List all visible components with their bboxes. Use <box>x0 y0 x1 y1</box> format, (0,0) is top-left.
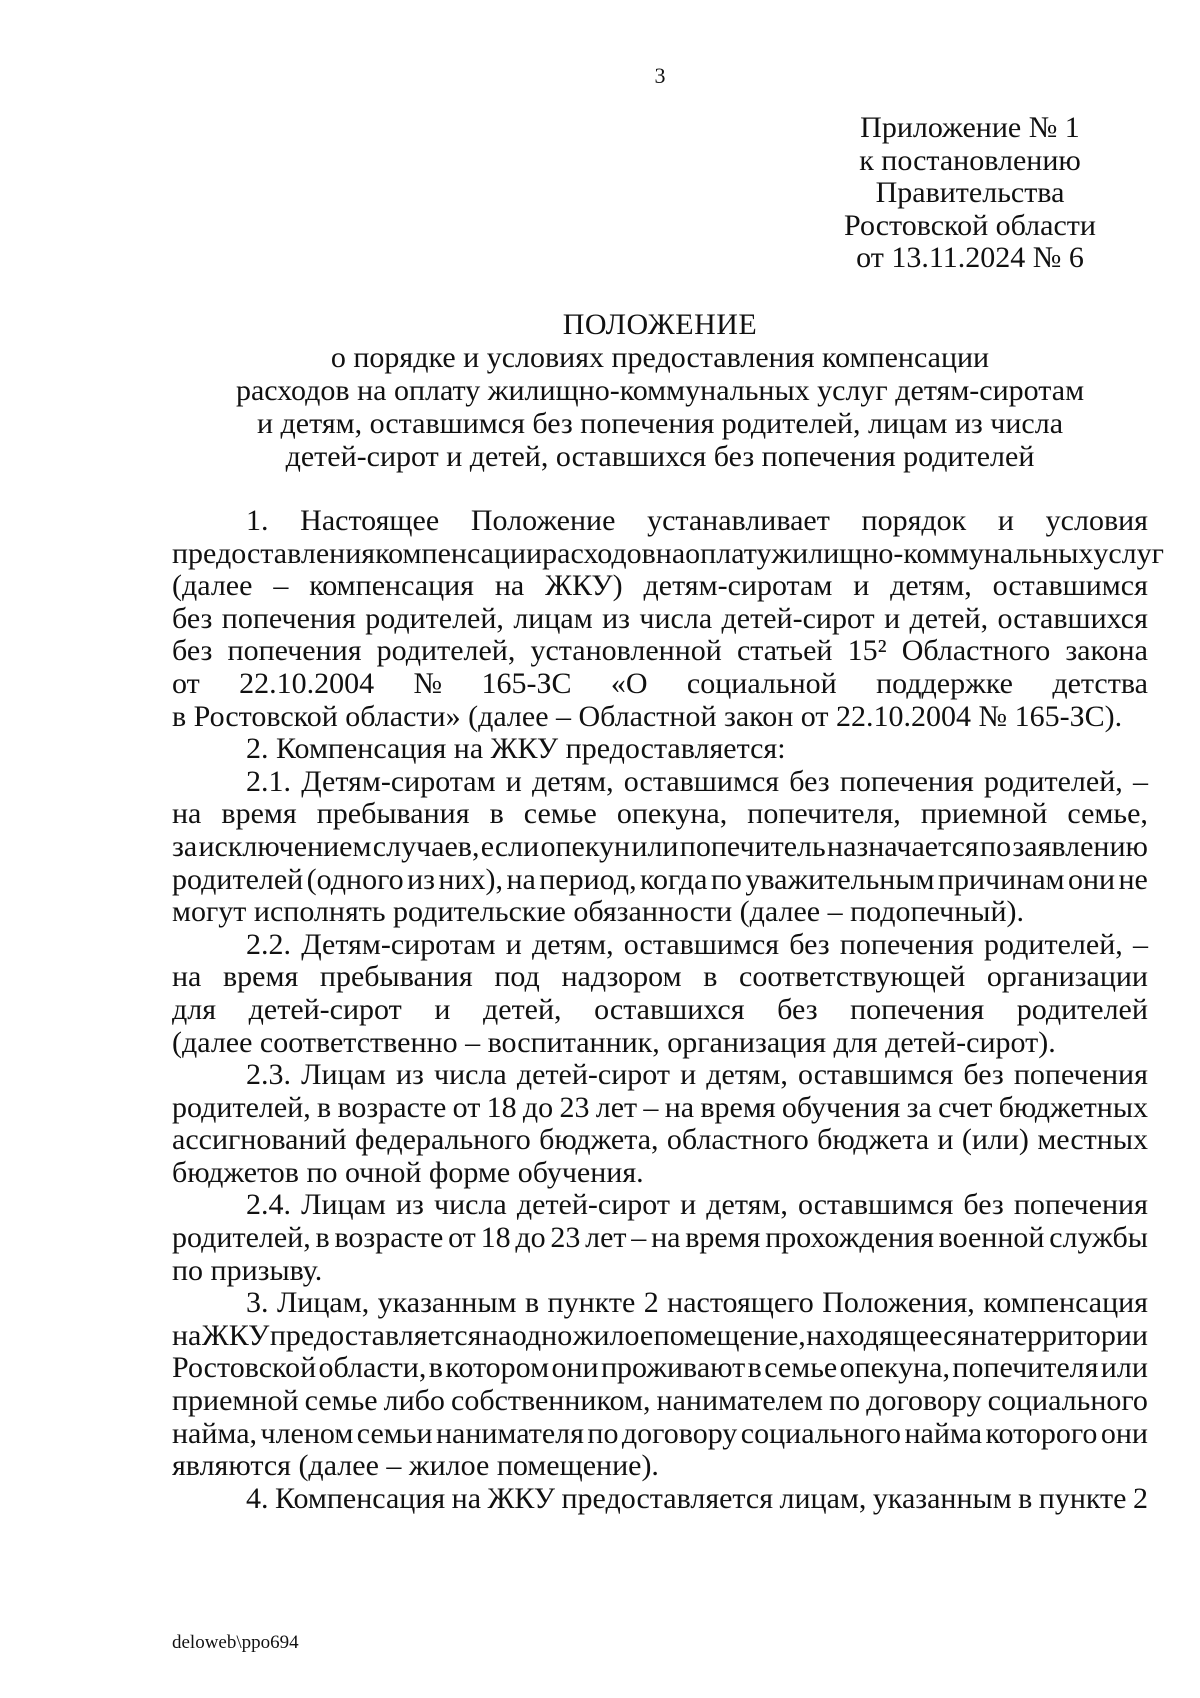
body-line <box>172 1352 1148 1385</box>
body-word: оставшимся <box>623 764 780 798</box>
body-word: оплату <box>685 536 772 570</box>
body-line: 2. Компенсация на ЖКУ предоставляется: <box>246 732 786 766</box>
body-word: проживают <box>600 1351 746 1385</box>
body-word: компенсация <box>983 1286 1148 1320</box>
body-word: 18 <box>486 1090 517 1124</box>
body-word: до <box>522 1090 554 1124</box>
body-word: попечения <box>850 992 985 1026</box>
body-line <box>172 505 1148 538</box>
body-word: на <box>506 862 536 896</box>
body-word: 2.2. <box>246 927 291 961</box>
body-word: исключением <box>198 829 372 863</box>
body-word: по <box>980 829 1012 863</box>
body-word: социальной <box>686 666 837 700</box>
body-word: – <box>631 1221 647 1255</box>
body-word: Ростовской <box>172 1351 317 1385</box>
body-word: федерального <box>355 1123 531 1157</box>
body-word: указанным <box>872 1481 1012 1515</box>
body-word: службы <box>1049 1221 1148 1255</box>
body-word: компенсации <box>375 536 543 570</box>
body-line <box>172 766 1148 799</box>
body-word: 23 <box>559 1090 590 1124</box>
body-word: семье, <box>1067 797 1148 831</box>
body-word: родителей <box>1016 992 1148 1026</box>
body-word: нанимателем <box>656 1384 824 1418</box>
body-line <box>172 1418 1148 1451</box>
body-word: социального <box>987 1384 1148 1418</box>
body-word: опекуна, <box>839 1351 950 1385</box>
body-word: Положение <box>470 504 616 537</box>
body-word: ЖКУ <box>201 1318 270 1352</box>
body-word: 22.10.2004 <box>239 666 375 700</box>
body-word: пребывания <box>319 960 473 994</box>
body-word: лицам, <box>779 1481 867 1515</box>
body-word: попечения <box>1013 1058 1148 1092</box>
body-word: предоставляется <box>269 1318 482 1352</box>
body-word: в <box>703 960 718 994</box>
body-word: на <box>664 1090 695 1124</box>
body-word: из <box>395 1058 424 1092</box>
body-word: числа <box>434 1188 507 1222</box>
body-word: находящееся <box>806 1318 971 1352</box>
body-word: детям, <box>706 1188 788 1222</box>
subtitle-line: и детям, оставшимся без попечения родителей, лицам из числа <box>256 407 1064 440</box>
body-word: 4. <box>246 1481 269 1515</box>
body-word: назначается <box>827 829 979 863</box>
body-word: прохождения <box>765 1221 934 1255</box>
body-word: без <box>963 1058 1004 1092</box>
body-word: организации <box>986 960 1148 994</box>
body-word: причинам <box>937 862 1065 896</box>
body-word: пункте <box>547 1286 636 1320</box>
appendix-block <box>800 112 1140 275</box>
body-word: 2.4. <box>246 1188 291 1222</box>
body-word: установленной <box>530 634 722 668</box>
body-word: родителей <box>172 862 304 896</box>
body-word: время <box>700 1090 776 1124</box>
body-word: Областного <box>901 634 1051 668</box>
body-line: по призыву. <box>172 1253 323 1287</box>
body-word: они <box>1067 862 1116 896</box>
body-line <box>172 536 1164 571</box>
body-word: без <box>172 601 213 635</box>
body-word: оставшихся <box>594 992 745 1026</box>
body-word: оставшимся <box>992 569 1148 603</box>
body-word: на <box>172 1318 202 1352</box>
body-word: возрасте <box>334 1221 444 1255</box>
body-word: «О <box>610 666 648 700</box>
appendix-line: Приложение № 1 <box>860 111 1080 144</box>
body-line <box>172 961 1148 994</box>
body-word: в <box>524 1286 540 1320</box>
appendix-line: Ростовской области <box>844 208 1096 242</box>
body-word: 2.1. <box>246 764 291 798</box>
body-word: детей-сирот <box>721 601 875 635</box>
body-word: расходов <box>542 536 656 570</box>
body-word: попечитель <box>679 829 826 863</box>
body-word: бюджетных <box>998 1090 1148 1124</box>
body-word: – <box>1132 927 1148 961</box>
body-word: – <box>1132 764 1148 798</box>
body-word: семьи <box>356 1416 433 1450</box>
body-word: военной <box>938 1221 1045 1255</box>
body-word: без <box>777 992 818 1026</box>
title-block <box>172 308 1148 473</box>
body-word: в <box>317 1090 332 1124</box>
body-word: 3. <box>246 1286 269 1320</box>
body-word: ассигнований <box>172 1123 347 1157</box>
body-word: устанавливает <box>647 504 830 537</box>
body-word: родителей, <box>984 764 1123 798</box>
body-word: приемной <box>172 1384 299 1418</box>
body-word: по <box>829 1384 861 1418</box>
body-word: пункте <box>1038 1481 1127 1515</box>
body-word: Лицам <box>301 1188 386 1222</box>
body-word: нанимателя <box>435 1416 584 1450</box>
body-word: за <box>172 829 198 863</box>
body-word: на <box>172 797 202 831</box>
body-word: на <box>655 536 686 570</box>
body-word: семье <box>523 797 597 831</box>
body-line <box>172 1092 1148 1125</box>
body-word: родителей, <box>376 634 516 668</box>
body-word: попечителя <box>952 1351 1099 1385</box>
body-word: на <box>481 1318 512 1352</box>
body-word: 2.3. <box>246 1058 291 1092</box>
body-line <box>172 1059 1148 1092</box>
body-word: 18 <box>480 1221 511 1255</box>
body-word: оставшимся <box>797 1188 954 1222</box>
body-word: счет <box>938 1090 993 1124</box>
body-word: на <box>172 960 202 994</box>
body-word: попечения <box>1013 1188 1148 1222</box>
body-word: время <box>223 960 299 994</box>
appendix-line: к постановлению <box>859 143 1081 177</box>
body-word: детей-сирот <box>516 1188 670 1222</box>
body-word: поддержке <box>876 666 1013 700</box>
body-line <box>172 1124 1148 1157</box>
body-word: или <box>1100 1351 1148 1385</box>
body-line <box>172 994 1148 1027</box>
body-word: из <box>395 1188 424 1222</box>
body-word: не <box>1118 862 1148 896</box>
body-word: бюджета <box>817 1123 930 1157</box>
body-word: родителей, <box>172 1221 311 1255</box>
body-word: областного <box>666 1123 809 1157</box>
body-word: пребывания <box>316 797 470 831</box>
body-word: если <box>480 829 540 863</box>
body-word: лет <box>595 1090 638 1124</box>
body-word: за <box>906 1090 932 1124</box>
body-word: без <box>789 764 830 798</box>
body-word: соответствующей <box>739 960 966 994</box>
body-word: из <box>407 862 435 896</box>
body-word: попечения <box>839 927 974 961</box>
body-word: случаев, <box>372 829 480 863</box>
appendix-line: Правительства <box>875 176 1065 209</box>
document-title: ПОЛОЖЕНИЕ <box>562 308 758 341</box>
body-word: лет <box>585 1221 627 1255</box>
body-line <box>172 668 1148 701</box>
body-word: попечителя, <box>747 797 901 831</box>
body-word: надзором <box>561 960 682 994</box>
body-word: в <box>1018 1481 1033 1515</box>
body-word: собственником, <box>451 1384 651 1418</box>
body-word: без <box>172 634 213 668</box>
body-word: семье <box>764 1351 838 1385</box>
body-word: когда <box>640 862 708 896</box>
body-word: в <box>315 1221 330 1255</box>
body-word: опекуна, <box>616 797 728 831</box>
body-word: закона <box>1065 634 1148 668</box>
body-word: услуг <box>1093 536 1164 570</box>
body-word: 1. <box>246 504 269 537</box>
body-word: 15² <box>847 634 887 668</box>
body-word: в <box>428 1351 443 1385</box>
body-word: 165-ЗС <box>481 666 572 700</box>
body-line <box>172 1287 1148 1320</box>
body-word: ЖКУ <box>487 1481 556 1515</box>
body-word: Настоящее <box>300 504 440 537</box>
body-line <box>172 831 1148 864</box>
body-word: время <box>221 797 297 831</box>
body-word: они <box>551 1351 599 1385</box>
body-word: местных <box>1037 1123 1148 1157</box>
body-word: заявлению <box>1012 829 1148 863</box>
body-word: помещение, <box>653 1318 806 1352</box>
body-word: Положения, <box>822 1286 975 1320</box>
body-line: бюджетов по очной форме обучения. <box>172 1155 644 1189</box>
body-word: детей-сирот <box>248 992 402 1026</box>
body-word: оставшимся <box>623 927 780 961</box>
body-word: бюджета, <box>539 1123 659 1157</box>
body-word: жилищно-коммунальных <box>771 536 1094 570</box>
body-word: на <box>451 1481 482 1515</box>
body-word: и <box>505 927 522 961</box>
body-word: лицам <box>513 601 593 635</box>
body-line <box>172 635 1148 668</box>
body-word: ЖКУ) <box>545 569 623 603</box>
body-word: Компенсация <box>274 1481 446 1515</box>
body-line <box>172 603 1148 636</box>
body-word: либо <box>383 1384 445 1418</box>
body-word: время <box>685 1221 761 1255</box>
body-word: договору <box>866 1384 982 1418</box>
body-word: детям-сиротам <box>643 569 833 603</box>
body-line: могут исполнять родительские обязанности (далее – подопечный). <box>172 895 1025 929</box>
body-word: № <box>413 666 443 700</box>
body-word: без <box>963 1188 1004 1222</box>
body-word: предоставляется <box>561 1481 774 1515</box>
body-word: от <box>452 1090 481 1124</box>
body-word: и <box>884 601 901 635</box>
body-word: возрасте <box>337 1090 447 1124</box>
body-word: на <box>651 1221 681 1255</box>
body-word: под <box>494 960 540 994</box>
body-word: от <box>172 666 200 700</box>
body-word: и <box>680 1058 697 1092</box>
body-word: договору <box>621 1416 738 1450</box>
body-word: и <box>937 1123 954 1157</box>
body-word: и <box>434 992 451 1026</box>
body-line: в Ростовской области» (далее – Областной закон от 22.10.2004 № 165-ЗС). <box>172 699 1123 733</box>
body-word: они <box>1100 1416 1148 1450</box>
body-word: настоящего <box>667 1286 814 1320</box>
body-line <box>172 1222 1148 1255</box>
body-word: (далее <box>172 569 253 603</box>
body-word: котором <box>445 1351 550 1385</box>
body-word: в <box>489 797 504 831</box>
body-word: одно <box>511 1318 573 1352</box>
body-word: из <box>602 601 630 635</box>
body-word: территории <box>1000 1318 1148 1352</box>
body-word: 2 <box>1132 1481 1148 1515</box>
body-word: детям, <box>890 569 972 603</box>
body-word: по <box>587 1416 619 1450</box>
body-word: по <box>710 862 742 896</box>
body-word: и <box>997 504 1014 537</box>
body-word: – <box>273 569 289 603</box>
body-word: области, <box>318 1351 427 1385</box>
body-line: являются (далее – жилое помещение). <box>172 1449 659 1483</box>
subtitle-line: детей-сирот и детей, оставшихся без попечения родителей <box>285 440 1035 473</box>
subtitle-line: расходов на оплату жилищно-коммунальных услуг детям-сиротам <box>235 374 1085 407</box>
body-word: родителей, <box>172 1090 311 1124</box>
body-word: (или) <box>961 1123 1029 1157</box>
body-word: компенсация <box>309 569 474 603</box>
body-word: попечения <box>227 634 362 668</box>
subtitle-line: о порядке и условиях предоставления компенсации <box>330 341 990 374</box>
body-word: семье <box>304 1384 378 1418</box>
body-word: найма, <box>172 1416 258 1450</box>
body-word: оставшимся <box>797 1058 954 1092</box>
body-line <box>172 929 1148 962</box>
body-text <box>172 504 1164 1515</box>
body-word: и <box>853 569 870 603</box>
body-word: Детям-сиротам <box>301 927 496 961</box>
body-line: (далее соответственно – воспитанник, организация для детей-сирот). <box>172 1025 1056 1059</box>
body-word: жилое <box>572 1318 654 1352</box>
body-word: попечения <box>221 601 356 635</box>
body-word: (одного <box>306 862 404 896</box>
body-word: и <box>680 1188 697 1222</box>
body-word: период, <box>539 862 637 896</box>
body-line <box>172 570 1148 603</box>
body-word: числа <box>434 1058 507 1092</box>
body-word: 2 <box>643 1286 659 1320</box>
body-word: детей, <box>482 992 562 1026</box>
body-word: найма <box>904 1416 983 1450</box>
body-line <box>172 798 1148 831</box>
body-word: Лицам <box>301 1058 386 1092</box>
body-line <box>172 1320 1148 1353</box>
body-word: в <box>747 1351 762 1385</box>
body-word: без <box>789 927 830 961</box>
appendix-line: от 13.11.2024 № 6 <box>856 241 1084 274</box>
body-word: которого <box>985 1416 1098 1450</box>
body-word: до <box>515 1221 546 1255</box>
body-word: условия <box>1045 504 1148 537</box>
body-word: предоставления <box>172 536 376 570</box>
body-word: детей-сирот <box>516 1058 670 1092</box>
body-word: социального <box>740 1416 902 1450</box>
body-word: от <box>448 1221 476 1255</box>
body-word: них), <box>438 862 504 896</box>
body-line <box>172 1483 1148 1516</box>
body-word: приемной <box>920 797 1048 831</box>
body-word: порядок <box>861 504 967 537</box>
body-word: детям, <box>532 927 614 961</box>
body-word: или <box>631 829 679 863</box>
body-word: для <box>172 992 217 1026</box>
body-word: статьей <box>736 634 833 668</box>
body-word: членом <box>260 1416 354 1450</box>
body-word: опекун <box>540 829 631 863</box>
body-word: – <box>643 1090 659 1124</box>
body-word: числа <box>639 601 713 635</box>
body-line <box>172 1189 1148 1222</box>
footer-code: deloweb\ppo694 <box>172 1632 299 1653</box>
body-word: и <box>505 764 522 798</box>
body-word: родителей, <box>365 601 504 635</box>
body-word: Лицам, <box>276 1286 370 1320</box>
body-word: 23 <box>550 1221 581 1255</box>
body-word: Детям-сиротам <box>301 764 496 798</box>
body-word: детства <box>1052 666 1148 700</box>
body-word: родителей, <box>984 927 1123 961</box>
page-number: 3 <box>654 63 666 88</box>
body-word: уважительным <box>745 862 935 896</box>
body-word: оставшихся <box>997 601 1148 635</box>
body-word: на <box>494 569 525 603</box>
body-word: детей, <box>909 601 989 635</box>
body-word: попечения <box>839 764 974 798</box>
body-line <box>172 1385 1148 1418</box>
body-word: детям, <box>532 764 614 798</box>
body-word: указанным <box>377 1286 517 1320</box>
body-word: обучения <box>781 1090 901 1124</box>
body-line <box>172 864 1148 897</box>
body-word: на <box>970 1318 1001 1352</box>
body-word: детям, <box>706 1058 788 1092</box>
